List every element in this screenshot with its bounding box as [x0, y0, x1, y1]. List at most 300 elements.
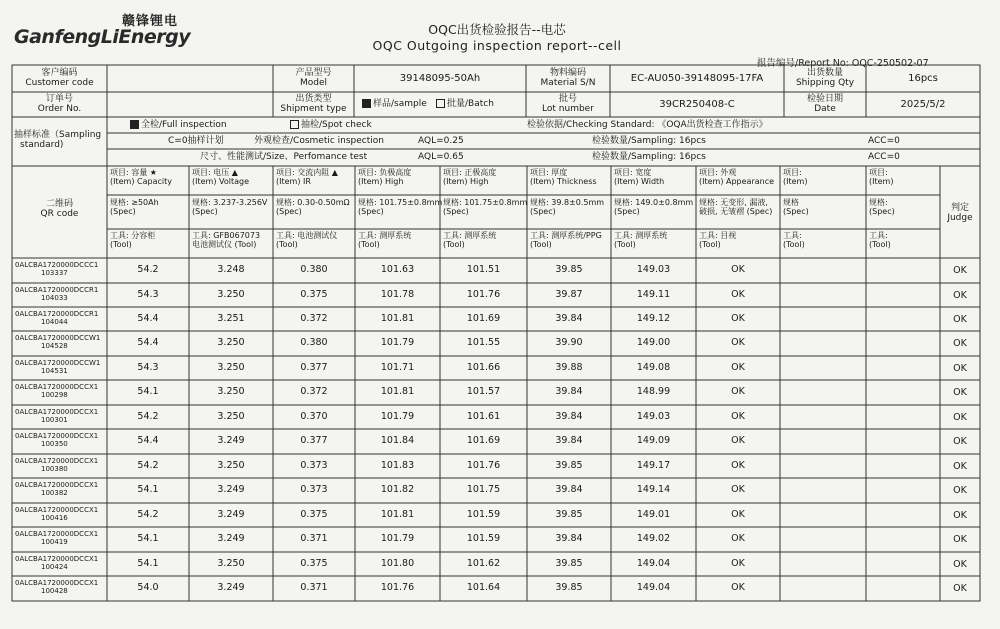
cell-nh: 101.81 [380, 509, 415, 520]
date-label [784, 94, 866, 115]
cell-ph: 101.76 [466, 289, 501, 300]
cell-cap: 54.2 [137, 509, 159, 520]
cell-nh: 101.83 [380, 460, 415, 471]
cell-v: 3.250 [217, 558, 245, 569]
logo-cn-text: 赣锋锂电 [122, 14, 179, 29]
column-9-tool-line-1: 工具: [783, 231, 802, 240]
column-4-item-line-1: 项目: 负极高度 [358, 168, 412, 177]
cell-app: OK [731, 337, 745, 348]
cell-v: 3.250 [217, 386, 245, 397]
cell-v: 3.249 [217, 533, 245, 544]
cell-ir: 0.375 [300, 558, 328, 569]
cell-th: 39.90 [555, 337, 583, 348]
column-4-spec-line-1: 规格: 101.75±0.8mm [358, 198, 443, 207]
cell-cap: 54.2 [137, 264, 159, 275]
cell-ir: 0.375 [300, 509, 328, 520]
qr-code-line-2: 100419 [41, 538, 68, 547]
column-8-item-line-1: 项目: 外观 [699, 168, 737, 177]
column-9-tool [783, 231, 805, 249]
column-8-spec-line-2: 破损, 无皱褶 (Spec) [699, 207, 773, 217]
qr-code-line-1: 0ALCBA1720000DCCX1 [15, 457, 99, 465]
ship-type-label [273, 94, 354, 115]
qr-code-value [15, 457, 98, 473]
acc-cosmetic: ACC=0 [868, 136, 900, 146]
cell-ir: 0.377 [300, 362, 328, 373]
lot-value: 39CR250408-C [659, 99, 735, 110]
spot-check-label: 抽检/Spot check [301, 120, 372, 130]
column-9-item-line-2: (Item) [783, 177, 808, 187]
column-6-tool [530, 231, 602, 249]
cell-app: OK [731, 411, 745, 422]
report-number: 报告编号/Report No: OQC-250502-07 [757, 58, 929, 69]
column-4-spec [358, 198, 442, 216]
cell-ph: 101.51 [466, 264, 501, 275]
column-7-spec-line-2: (Spec) [614, 207, 640, 217]
cell-th: 39.87 [555, 289, 583, 300]
report-title-en: OQC Outgoing inspection report--cell [372, 38, 622, 53]
cell-th: 39.84 [555, 435, 583, 446]
cell-judge: OK [953, 510, 967, 521]
column-1-item-line-2: (Item) Capacity [110, 177, 172, 187]
cell-app: OK [731, 435, 745, 446]
column-1-spec-line-2: (Spec) [110, 207, 136, 217]
judge-header-cn: 判定 [950, 203, 969, 213]
cell-judge: OK [953, 387, 967, 398]
cell-ph: 101.69 [466, 313, 501, 324]
cell-nh: 101.82 [380, 484, 415, 495]
cell-ph: 101.57 [466, 386, 501, 397]
qr-code-value [15, 481, 98, 497]
column-7-spec [614, 198, 693, 216]
column-8-item [699, 168, 774, 186]
sampling-standard-label [14, 130, 106, 151]
customer-code-label-cn: 客户编码 [41, 68, 78, 78]
column-10-spec-line-1: 规格: [869, 198, 888, 207]
sampling-plan: C=0抽样计划 [168, 136, 224, 146]
cell-judge: OK [953, 583, 967, 594]
qr-code-value [15, 261, 98, 277]
cell-app: OK [731, 264, 745, 275]
column-5-tool-line-1: 工具: 测厚系统 [443, 231, 497, 240]
column-10-tool [869, 231, 891, 249]
column-6-tool-line-2: (Tool) [530, 240, 552, 250]
qr-code-line-2: 100416 [41, 514, 68, 523]
column-7-spec-line-1: 规格: 149.0±0.8mm [614, 198, 694, 207]
customer-code-label-en: Customer code [25, 78, 94, 89]
cell-ph: 101.69 [466, 435, 501, 446]
cosmetic-inspection: 外观检查/Cosmetic inspection [254, 136, 384, 146]
qr-code-line-2: 100298 [41, 391, 68, 400]
column-9-spec [783, 198, 809, 216]
cell-app: OK [731, 362, 745, 373]
qr-code-line-2: 100424 [41, 563, 68, 572]
column-5-tool [443, 231, 496, 249]
qr-code-value [15, 432, 98, 448]
date-value: 2025/5/2 [900, 99, 946, 110]
column-3-spec-line-1: 规格: 0.30-0.50mΩ [276, 198, 350, 207]
qr-code-value [15, 530, 98, 546]
column-9-spec-line-2: (Spec) [783, 207, 809, 217]
cell-nh: 101.80 [380, 558, 415, 569]
qr-code-line-1: 0ALCBA1720000DCCX1 [15, 383, 99, 391]
cell-th: 39.84 [555, 533, 583, 544]
column-8-tool-line-1: 工具: 目视 [699, 231, 737, 240]
cell-v: 3.248 [217, 264, 245, 275]
column-2-item [192, 168, 249, 186]
aql-cosmetic: AQL=0.25 [418, 136, 464, 146]
cell-ir: 0.373 [300, 484, 328, 495]
unchecked-box-icon [436, 99, 445, 108]
checked-box-icon [362, 99, 371, 108]
qr-code-line-2: 104044 [41, 318, 68, 327]
qr-code-line-1: 0ALCBA1720000DCCX1 [15, 481, 99, 489]
column-1-tool-line-1: 工具: 分容柜 [110, 231, 156, 240]
column-3-tool [276, 231, 337, 249]
qr-code-line-2: 100350 [41, 440, 68, 449]
material-label [526, 68, 610, 89]
qr-code-line-1: 0ALCBA1720000DCCW1 [15, 334, 101, 342]
column-1-item-line-1: 项目: 容量 ★ [110, 168, 157, 177]
qr-code-line-2: 100428 [41, 587, 68, 596]
qr-code-line-1: 0ALCBA1720000DCCR1 [15, 310, 99, 318]
material-label-cn: 物料编码 [549, 68, 586, 78]
column-10-item [869, 168, 893, 186]
cell-ir: 0.373 [300, 460, 328, 471]
cell-app: OK [731, 582, 745, 593]
cell-w: 149.08 [636, 362, 671, 373]
cell-cap: 54.4 [137, 337, 159, 348]
cell-judge: OK [953, 290, 967, 301]
qr-code-value [15, 334, 100, 350]
column-3-item-line-1: 项目: 交流内阻 ▲ [276, 168, 338, 177]
column-6-spec-line-1: 规格: 39.8±0.5mm [530, 198, 605, 207]
cell-cap: 54.1 [137, 386, 159, 397]
column-10-spec [869, 198, 895, 216]
cell-judge: OK [953, 314, 967, 325]
column-2-item-line-1: 项目: 电压 ▲ [192, 168, 238, 177]
cell-judge: OK [953, 412, 967, 423]
qr-code-line-2: 100380 [41, 465, 68, 474]
cell-v: 3.249 [217, 509, 245, 520]
cell-th: 39.84 [555, 313, 583, 324]
cell-judge: OK [953, 559, 967, 570]
cell-th: 39.85 [555, 582, 583, 593]
model-label [273, 68, 354, 89]
cell-v: 3.250 [217, 362, 245, 373]
cell-cap: 54.3 [137, 362, 159, 373]
cell-cap: 54.4 [137, 313, 159, 324]
cell-ph: 101.59 [466, 509, 501, 520]
cell-ph: 101.55 [466, 337, 501, 348]
qr-code-line-1: 0ALCBA1720000DCCX1 [15, 555, 99, 563]
cell-judge: OK [953, 436, 967, 447]
column-2-tool [192, 231, 260, 249]
column-8-item-line-2: (Item) Appearance [699, 177, 775, 187]
date-label-cn: 检验日期 [806, 94, 843, 104]
date-label-en: Date [814, 104, 836, 115]
cell-ph: 101.66 [466, 362, 501, 373]
cell-th: 39.84 [555, 411, 583, 422]
cell-v: 3.250 [217, 411, 245, 422]
unchecked-box-icon [290, 120, 299, 129]
cell-cap: 54.0 [137, 582, 159, 593]
column-6-spec-line-2: (Spec) [530, 207, 556, 217]
cell-th: 39.84 [555, 484, 583, 495]
cell-w: 149.12 [636, 313, 671, 324]
company-logo [14, 8, 189, 52]
column-5-spec-line-2: (Spec) [443, 207, 469, 217]
column-1-spec [110, 198, 159, 216]
ship-qty-value: 16pcs [908, 73, 938, 84]
cell-v: 3.249 [217, 484, 245, 495]
cell-w: 149.04 [636, 558, 671, 569]
cell-app: OK [731, 558, 745, 569]
cell-ph: 101.59 [466, 533, 501, 544]
column-3-spec-line-2: (Spec) [276, 207, 302, 217]
judge-header-en: Judge [947, 213, 973, 224]
cell-nh: 101.79 [380, 337, 415, 348]
qr-code-value [15, 310, 98, 326]
qr-code-line-2: 100301 [41, 416, 68, 425]
ship-type-label-cn: 出货类型 [295, 94, 332, 104]
column-1-tool-line-2: (Tool) [110, 240, 132, 250]
judge-header [940, 203, 980, 224]
column-4-tool-line-1: 工具: 测厚系统 [358, 231, 412, 240]
cell-judge: OK [953, 534, 967, 545]
column-7-item-line-2: (Item) Width [614, 177, 665, 187]
sampling-standard-label-en: standard) [20, 140, 64, 151]
material-label-en: Material S/N [540, 78, 596, 89]
cell-v: 3.249 [217, 435, 245, 446]
cell-judge: OK [953, 485, 967, 496]
column-3-item-line-2: (Item) IR [276, 177, 311, 187]
column-8-tool-line-2: (Tool) [699, 240, 721, 250]
cell-ir: 0.371 [300, 582, 328, 593]
cell-v: 3.250 [217, 460, 245, 471]
lot-label-cn: 批号 [558, 94, 577, 104]
ship-type-sample-label: 样品/sample [373, 99, 427, 109]
column-4-tool [358, 231, 411, 249]
cell-th: 39.84 [555, 386, 583, 397]
cell-v: 3.250 [217, 337, 245, 348]
qr-code-line-1: 0ALCBA1720000DCCX1 [15, 506, 99, 514]
column-7-tool-line-2: (Tool) [614, 240, 636, 250]
cell-app: OK [731, 484, 745, 495]
cell-nh: 101.76 [380, 582, 415, 593]
performance-test: 尺寸、性能测试/Size、Perfomance test [200, 152, 368, 162]
cell-v: 3.250 [217, 289, 245, 300]
qr-code-line-2: 103337 [41, 269, 68, 278]
order-no-label-en: Order No. [37, 104, 82, 115]
full-inspection-option [130, 120, 227, 130]
cell-nh: 101.79 [380, 533, 415, 544]
column-4-item-line-2: (Item) High [358, 177, 404, 187]
spot-check-option [290, 120, 372, 130]
qr-code-line-2: 104033 [41, 294, 68, 303]
cell-w: 149.17 [636, 460, 671, 471]
customer-code-label [12, 68, 107, 89]
sampling-qty-cosmetic: 检验数量/Sampling: 16pcs [592, 136, 706, 146]
column-8-tool [699, 231, 736, 249]
cell-v: 3.249 [217, 582, 245, 593]
cell-judge: OK [953, 265, 967, 276]
column-7-item-line-1: 项目: 宽度 [614, 168, 652, 177]
material-value: EC-AU050-39148095-17FA [630, 73, 764, 84]
cell-w: 149.00 [636, 337, 671, 348]
checked-box-icon [130, 120, 139, 129]
ship-type-sample-option [362, 99, 427, 109]
column-2-tool-line-2: 电池测试仪 (Tool) [192, 240, 257, 250]
cell-nh: 101.81 [380, 313, 415, 324]
column-6-tool-line-1: 工具: 测厚系统/PPG [530, 231, 602, 240]
cell-ph: 101.76 [466, 460, 501, 471]
cell-w: 148.99 [636, 386, 671, 397]
model-label-en: Model [299, 78, 328, 89]
cell-ir: 0.372 [300, 386, 328, 397]
column-7-item [614, 168, 664, 186]
ship-qty-label-cn: 出货数量 [806, 68, 843, 78]
model-value: 39148095-50Ah [399, 73, 481, 84]
qr-code-header [12, 199, 107, 220]
qr-code-line-1: 0ALCBA1720000DCCX1 [15, 408, 99, 416]
logo-en-text: GanfengLiEnergy [14, 26, 191, 48]
column-6-spec [530, 198, 604, 216]
cell-th: 39.85 [555, 509, 583, 520]
cell-judge: OK [953, 363, 967, 374]
column-1-item [110, 168, 172, 186]
model-label-cn: 产品型号 [295, 68, 332, 78]
column-2-spec-line-1: 规格: 3.237-3.256V [192, 198, 268, 207]
column-4-spec-line-2: (Spec) [358, 207, 384, 217]
cell-nh: 101.81 [380, 386, 415, 397]
column-2-tool-line-1: 工具: GFB067073 [192, 231, 261, 240]
column-2-spec-line-2: (Spec) [192, 207, 218, 217]
cell-cap: 54.3 [137, 289, 159, 300]
ship-qty-label-en: Shipping Qty [795, 78, 855, 89]
qr-code-line-1: 0ALCBA1720000DCCX1 [15, 530, 99, 538]
cell-th: 39.85 [555, 558, 583, 569]
column-10-spec-line-2: (Spec) [869, 207, 895, 217]
cell-nh: 101.79 [380, 411, 415, 422]
qr-code-line-1: 0ALCBA1720000DCCR1 [15, 286, 99, 294]
cell-judge: OK [953, 338, 967, 349]
ship-qty-label [784, 68, 866, 89]
column-3-spec [276, 198, 350, 216]
ship-type-batch-label: 批量/Batch [447, 99, 494, 109]
cell-w: 149.03 [636, 264, 671, 275]
cell-w: 149.01 [636, 509, 671, 520]
lot-label-en: Lot number [542, 104, 594, 115]
cell-ir: 0.377 [300, 435, 328, 446]
report-title-cn: OQC出货检验报告--电芯 [428, 22, 566, 37]
cell-ir: 0.370 [300, 411, 328, 422]
column-10-item-line-2: (Item) [869, 177, 894, 187]
checking-standard: 检验依据/Checking Standard: 《OQA出货检查工作指示》 [527, 120, 768, 130]
column-8-spec-line-1: 规格: 无变形, 漏液, [699, 198, 768, 207]
qr-code-line-1: 0ALCBA1720000DCCX1 [15, 579, 99, 587]
cell-ph: 101.75 [466, 484, 501, 495]
qr-code-value [15, 579, 98, 595]
cell-nh: 101.71 [380, 362, 415, 373]
column-7-tool [614, 231, 667, 249]
cell-ir: 0.380 [300, 264, 328, 275]
qr-code-line-1: 0ALCBA1720000DCCC1 [15, 261, 99, 269]
sampling-qty-performance: 检验数量/Sampling: 16pcs [592, 152, 706, 162]
qr-code-value [15, 383, 98, 399]
ship-type-batch-option [436, 99, 494, 109]
cell-th: 39.85 [555, 264, 583, 275]
cell-app: OK [731, 313, 745, 324]
qr-code-value [15, 408, 98, 424]
column-4-tool-line-2: (Tool) [358, 240, 380, 250]
full-inspection-label: 全检/Full inspection [141, 120, 227, 130]
column-5-item [443, 168, 496, 186]
cell-app: OK [731, 386, 745, 397]
column-1-spec-line-1: 规格: ≥50Ah [110, 198, 159, 207]
column-5-tool-line-2: (Tool) [443, 240, 465, 250]
qr-code-value [15, 506, 98, 522]
cell-cap: 54.1 [137, 484, 159, 495]
cell-ph: 101.61 [466, 411, 501, 422]
column-5-item-line-2: (Item) High [443, 177, 489, 187]
column-6-item-line-2: (Item) Thickness [530, 177, 597, 187]
cell-ph: 101.64 [466, 582, 501, 593]
cell-th: 39.85 [555, 460, 583, 471]
cell-cap: 54.1 [137, 558, 159, 569]
column-3-item [276, 168, 338, 186]
cell-ir: 0.371 [300, 533, 328, 544]
column-3-tool-line-2: (Tool) [276, 240, 298, 250]
order-no-label-cn: 订单号 [45, 94, 73, 104]
lot-label [526, 94, 610, 115]
column-1-tool [110, 231, 155, 249]
cell-ir: 0.380 [300, 337, 328, 348]
cell-w: 149.09 [636, 435, 671, 446]
column-5-item-line-1: 项目: 正极高度 [443, 168, 497, 177]
cell-w: 149.11 [636, 289, 671, 300]
cell-app: OK [731, 460, 745, 471]
column-5-spec-line-1: 规格: 101.75±0.8mm [443, 198, 528, 207]
cell-w: 149.14 [636, 484, 671, 495]
aql-performance: AQL=0.65 [418, 152, 464, 162]
column-9-item-line-1: 项目: [783, 168, 802, 177]
qr-code-line-1: 0ALCBA1720000DCCW1 [15, 359, 101, 367]
cell-app: OK [731, 289, 745, 300]
ship-type-label-en: Shipment type [280, 104, 347, 115]
cell-cap: 54.4 [137, 435, 159, 446]
cell-w: 149.03 [636, 411, 671, 422]
cell-th: 39.88 [555, 362, 583, 373]
sampling-standard-label-cn: 抽样标准（Sampling [14, 130, 102, 140]
column-8-spec [699, 198, 772, 216]
cell-nh: 101.63 [380, 264, 415, 275]
cell-cap: 54.2 [137, 411, 159, 422]
column-10-tool-line-1: 工具: [869, 231, 888, 240]
cell-app: OK [731, 533, 745, 544]
order-no-label [12, 94, 107, 115]
column-9-item [783, 168, 807, 186]
qr-code-line-2: 104531 [41, 367, 68, 376]
column-7-tool-line-1: 工具: 测厚系统 [614, 231, 668, 240]
cell-nh: 101.84 [380, 435, 415, 446]
column-10-item-line-1: 项目: [869, 168, 888, 177]
qr-code-value [15, 359, 100, 375]
acc-performance: ACC=0 [868, 152, 900, 162]
cell-ir: 0.375 [300, 289, 328, 300]
column-3-tool-line-1: 工具: 电池测试仪 [276, 231, 338, 240]
cell-w: 149.04 [636, 582, 671, 593]
qr-code-value [15, 286, 98, 302]
